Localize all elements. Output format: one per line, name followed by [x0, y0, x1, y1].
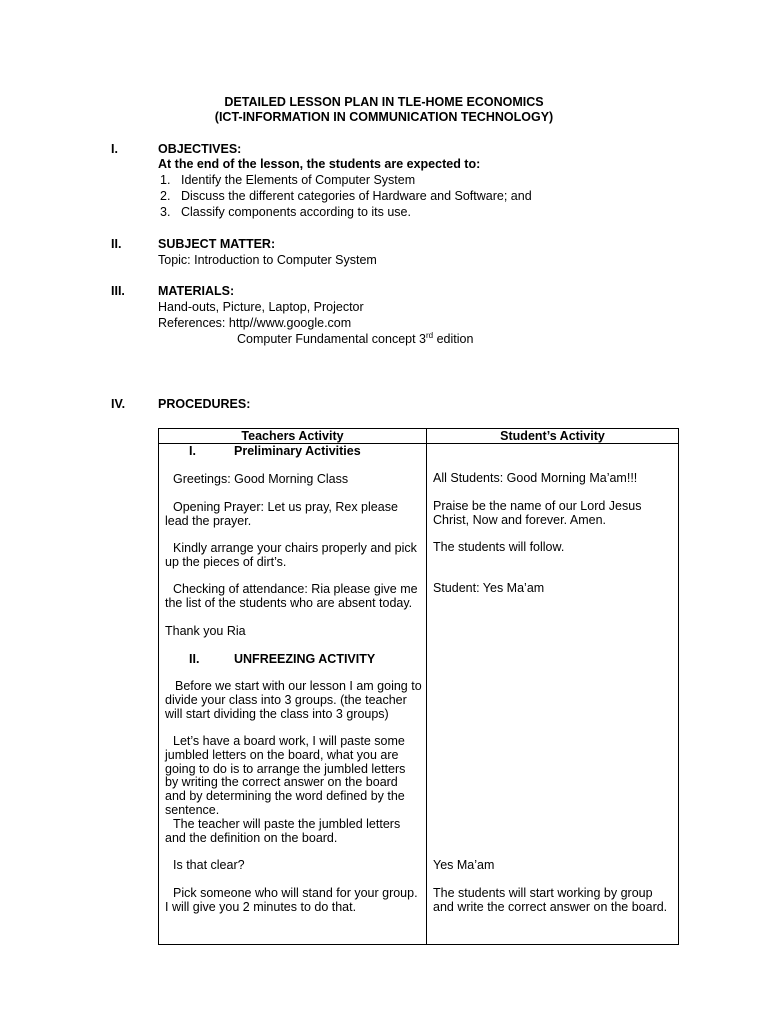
- objective-number: 3.: [160, 205, 171, 219]
- section-number-materials: III.: [111, 284, 125, 298]
- student-working: The students will start working by group and write the correct answer on the board.: [433, 886, 668, 914]
- table-header-row: [159, 429, 679, 444]
- student-clear-reply: Yes Ma’am: [433, 858, 495, 872]
- objectives-heading: OBJECTIVES:: [158, 142, 242, 156]
- preliminary-activities-label: Preliminary Activities: [234, 444, 361, 458]
- teacher-pick-someone: Pick someone who will stand for your group. I will give you 2 minutes to do that.: [165, 886, 418, 914]
- document-title: DETAILED LESSON PLAN IN TLE-HOME ECONOMICS: [224, 95, 544, 109]
- objective-number: 2.: [160, 189, 171, 203]
- objective-number: 1.: [160, 173, 171, 187]
- teacher-activity-cell: [159, 444, 427, 945]
- materials-references: References: http//www.google.com: [158, 316, 352, 330]
- materials-list: Hand-outs, Picture, Laptop, Projector: [158, 300, 364, 314]
- student-activity-cell: [427, 444, 679, 945]
- student-prayer: Praise be the name of our Lord Jesus Christ, Now and forever. Amen.: [433, 499, 642, 527]
- objective-item: Classify components according to its use.: [181, 205, 411, 219]
- column-header-teacher: Teachers Activity: [159, 429, 427, 444]
- teacher-divide-groups: Before we start with our lesson I am going to divide your class into 3 groups. (the teacher will start dividing the class into 3 groups): [165, 679, 422, 721]
- teacher-thanks: Thank you Ria: [165, 624, 246, 638]
- teacher-attendance: Checking of attendance: Ria please give me the list of the students who are absent today.: [165, 582, 418, 610]
- teacher-arrange-chairs: Kindly arrange your chairs properly and pick up the pieces of dirt’s.: [165, 541, 417, 569]
- unfreezing-activity-label: UNFREEZING ACTIVITY: [234, 652, 376, 666]
- teacher-opening-prayer: Opening Prayer: Let us pray, Rex please lead the prayer.: [165, 500, 398, 528]
- column-header-student: Student’s Activity: [427, 429, 679, 444]
- student-follow: The students will follow.: [433, 540, 565, 554]
- objective-item: Discuss the different categories of Hardware and Software; and: [181, 189, 532, 203]
- teacher-greeting: Greetings: Good Morning Class: [173, 472, 349, 486]
- subject-matter-topic: Topic: Introduction to Computer System: [158, 253, 377, 267]
- unfreezing-number: II.: [189, 652, 200, 666]
- materials-reference-book: Computer Fundamental concept 3rd edition: [237, 330, 474, 346]
- objective-item: Identify the Elements of Computer System: [181, 173, 416, 187]
- student-attendance-reply: Student: Yes Ma’am: [433, 581, 545, 595]
- teacher-is-that-clear: Is that clear?: [173, 858, 245, 872]
- student-greeting: All Students: Good Morning Ma’am!!!: [433, 471, 638, 485]
- teacher-paste-letters: The teacher will paste the jumbled letters and the definition on the board.: [165, 817, 401, 845]
- preliminary-number: I.: [189, 444, 196, 458]
- procedures-table: [158, 428, 679, 945]
- teacher-board-work: Let’s have a board work, I will paste some jumbled letters on the board, what you are going to do is to arrange the jumbled letters by writing the correct answer on the board and by determining the word defined by the sentence.: [165, 734, 406, 817]
- document-subtitle: (ICT-INFORMATION IN COMMUNICATION TECHNOLOGY): [214, 110, 554, 124]
- table-row: [159, 444, 679, 945]
- section-number-subject-matter: II.: [111, 237, 122, 251]
- section-number-procedures: IV.: [111, 397, 126, 411]
- section-number-objectives: I.: [111, 142, 118, 156]
- objectives-intro: At the end of the lesson, the students are expected to:: [158, 157, 481, 171]
- subject-matter-heading: SUBJECT MATTER:: [158, 237, 276, 251]
- materials-heading: MATERIALS:: [158, 284, 235, 298]
- procedures-heading: PROCEDURES:: [158, 397, 251, 411]
